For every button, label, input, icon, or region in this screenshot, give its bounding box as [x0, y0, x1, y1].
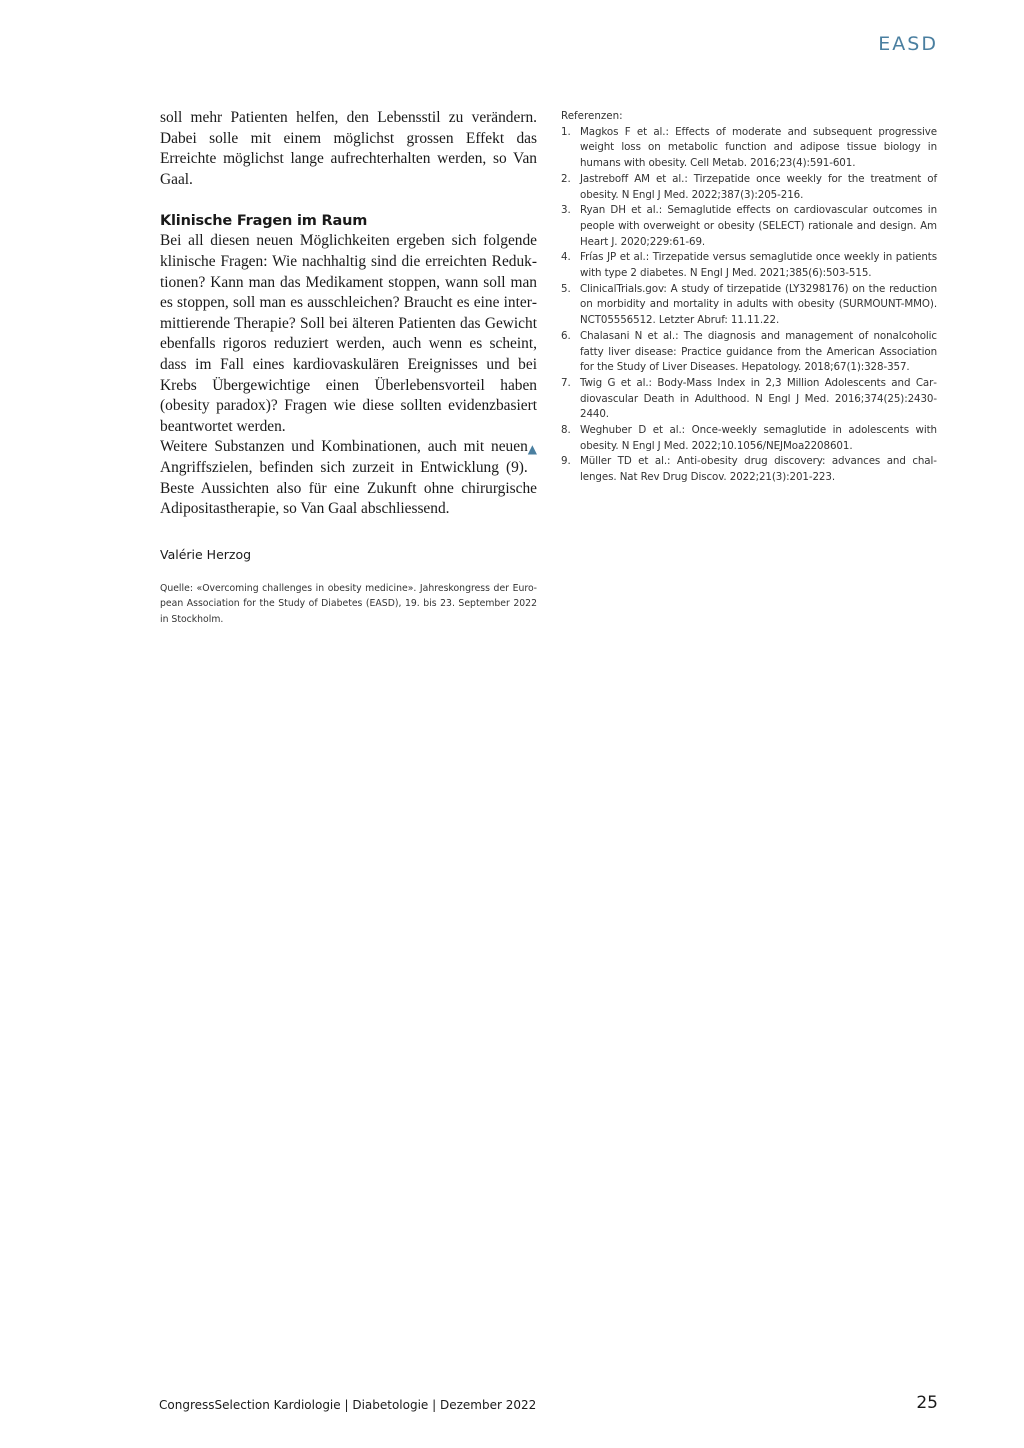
reference-text: Weghuber D et al.: Once-weekly semaglutide in adolescents with obesity. N Engl J Med. 2022;10.1056/NEJMoa2208601. — [580, 424, 937, 452]
source-note: Quelle: «Overcoming challenges in obesity medicine». Jahreskongress der European Association for the Study of Diabetes (EASD), 19. bis 23. September 2022 in Stockholm. — [160, 582, 537, 625]
reference-number: 8. — [561, 424, 571, 437]
references-list — [561, 125, 937, 486]
reference-text: Ryan DH et al.: Semaglutide effects on cardiovascular outcomes in people with overweight or obesity (SELECT) rationale and design. Am Heart J. 2020;229:61-69. — [580, 204, 937, 248]
reference-text: Twig G et al.: Body-Mass Index in 2,3 Million Adolescents and Cardiovascular Death in Adulthood. N Engl J Med. 2016;374(25):2430-2440. — [580, 376, 937, 421]
reference-number: 2. — [561, 172, 571, 185]
article-paragraph-3-text: Weitere Substanzen und Kombinationen, auch mit neuen Angriffszielen, befinden sich zurzeit in Entwicklung (9). Beste Aussichten also für eine Zukunft ohne chirurgische Adipositastherapie, so Van Gaal abschliessend. — [160, 438, 537, 518]
reference-number: 3. — [561, 204, 571, 217]
reference-item — [561, 454, 937, 485]
references-column — [561, 109, 937, 486]
reference-number: 5. — [561, 282, 571, 295]
reference-number: 1. — [561, 125, 571, 138]
section-tag: EASD — [878, 33, 938, 55]
reference-item — [561, 329, 937, 376]
reference-text: Frías JP et al.: Tirzepatide versus semaglutide once weekly in patients with type 2 diabetes. N Engl J Med. 2021;385(6):503-515. — [580, 251, 937, 280]
reference-item — [561, 282, 937, 329]
reference-item — [561, 172, 937, 203]
reference-text: ClinicalTrials.gov: A study of tirzepatide (LY3298176) on the reduction on morbidity and mortality in adults with obesity (SURMOUNT-MMO). NCT05556512. Letzter Abruf: 11.11.22. — [580, 282, 937, 327]
reference-item — [561, 250, 937, 281]
reference-number: 9. — [561, 455, 571, 468]
reference-text: Jastreboff AM et al.: Tirzepatide once weekly for the treatment of obesity. N Engl J Med. 2022;387(3):205-216. — [580, 172, 937, 201]
reference-text: Müller TD et al.: Anti-obesity drug discovery: advances and challenges. Nat Rev Drug Discov. 2022;21(3):201-223. — [580, 455, 937, 484]
reference-item — [561, 423, 937, 454]
reference-text: Magkos F et al.: Effects of moderate and subsequent progressive weight loss on metabolic function and adipose tissue biology in humans with obesity. Cell Metab. 2016;23(4):591-601. — [580, 125, 937, 170]
article-paragraph-2: Bei all diesen neuen Möglichkeiten ergeben sich folgende klinische Fragen: Wie nachhaltig sind die erreichten Reduktionen? Kann man das Medikament stoppen, wann soll man es stoppen, soll man es ausschleichen? Braucht es eine intermittierende Therapie? Soll bei älteren Patienten das Gewicht ebenfalls rigoros reduziert werden, auch wenn es scheint, dass im Fall eines kardiovaskulären Ereignisses und bei Krebs Übergewichtige einen Überlebensvorteil haben (obesity paradox)? Fragen wie diese sollten evidenzbasiert beantwortet werden. — [160, 232, 537, 435]
end-mark-icon: ▲ — [527, 442, 537, 457]
references-title: Referenzen: — [561, 110, 623, 122]
reference-item — [561, 203, 937, 250]
article-paragraph-3 — [160, 437, 537, 519]
author-name: Valérie Herzog — [160, 546, 252, 562]
reference-item — [561, 125, 937, 172]
reference-number: 4. — [561, 251, 571, 264]
footer-journal: CongressSelection Kardiologie | Diabetologie | Dezember 2022 — [159, 1398, 537, 1412]
article-paragraph-1: soll mehr Patienten helfen, den Lebensstil zu verändern. Dabei solle mit einem möglichst grossen Effekt das Erreichte möglichst lange aufrechterhalten werden, so Van Gaal. — [160, 109, 537, 188]
page-number: 25 — [916, 1393, 938, 1413]
reference-number: 7. — [561, 376, 571, 389]
section-heading: Klinische Fragen im Raum — [160, 213, 368, 230]
article-column — [160, 108, 537, 627]
reference-item — [561, 376, 937, 423]
reference-number: 6. — [561, 329, 571, 342]
reference-text: Chalasani N et al.: The diagnosis and management of nonalcoholic fatty liver disease: Practice guidance from the American Association for the Study of Liver Diseases. Hepatology. 2018;67(1):328-357. — [580, 329, 937, 374]
